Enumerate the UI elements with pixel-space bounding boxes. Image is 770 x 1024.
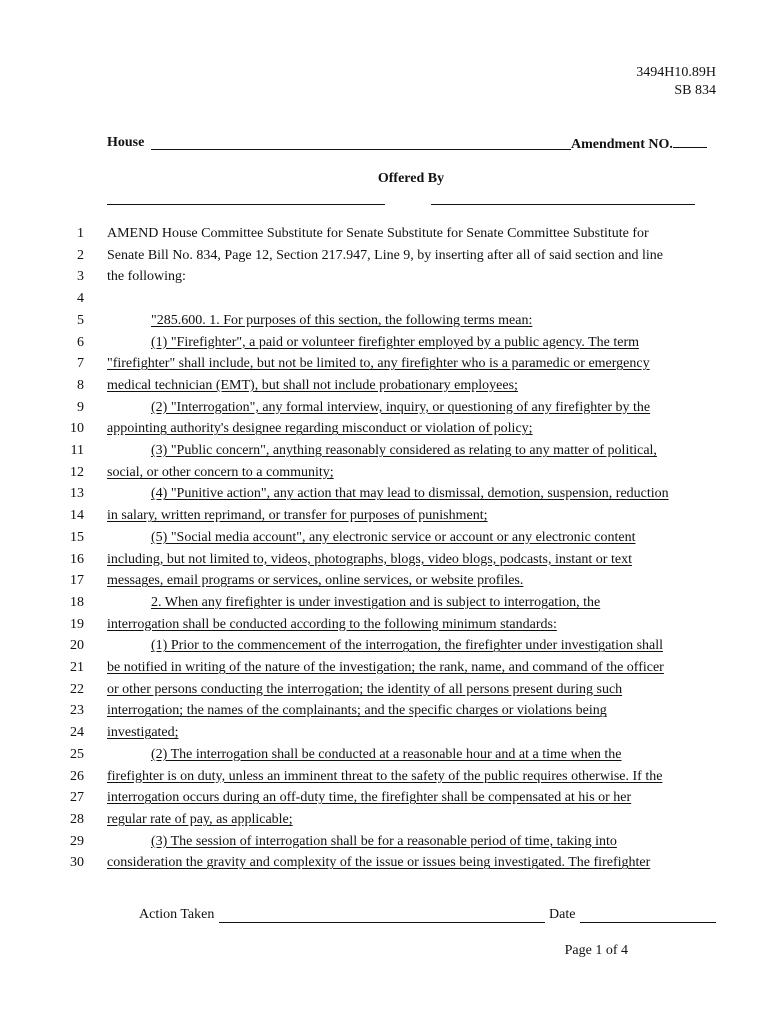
line-28 <box>0 812 770 832</box>
line-text <box>107 356 718 372</box>
line-text <box>151 638 718 654</box>
line-text-content: (2) "Interrogation", any formal interview, inquiry, or questioning of any firefighter by the <box>151 399 651 415</box>
action-taken-blank <box>219 922 545 923</box>
line-text <box>107 682 718 698</box>
line-6 <box>0 335 770 355</box>
line-13 <box>0 486 770 506</box>
line-18 <box>0 595 770 615</box>
line-15 <box>0 530 770 550</box>
line-text <box>107 812 718 828</box>
line-text-content: interrogation shall be conducted according to the following minimum standards: <box>107 616 557 632</box>
document-id: 3494H10.89H <box>636 65 716 80</box>
line-number: 24 <box>70 725 84 741</box>
date-blank <box>580 922 716 923</box>
line-16 <box>0 552 770 572</box>
line-number: 20 <box>70 638 84 654</box>
line-number: 18 <box>70 594 84 610</box>
line-number: 29 <box>70 833 84 849</box>
line-text-content: interrogation occurs during an off-duty time, the firefighter shall be compensated at his or her <box>107 790 632 806</box>
line-text-content: (1) "Firefighter", a paid or volunteer firefighter employed by a public agency. The term <box>151 334 640 350</box>
line-number: 5 <box>77 312 84 328</box>
document-id-block <box>636 64 716 100</box>
line-text <box>151 595 718 611</box>
line-number: 23 <box>70 703 84 719</box>
line-text <box>107 465 718 481</box>
line-number: 14 <box>70 508 84 524</box>
line-17 <box>0 573 770 593</box>
line-text-content: Senate Bill No. 834, Page 12, Section 217.947, Line 9, by inserting after all of said section and line <box>107 247 664 263</box>
line-text-content: (5) "Social media account", any electronic service or account or any electronic content <box>151 529 636 545</box>
line-text-content: interrogation; the names of the complainants; and the specific charges or violations being <box>107 703 607 719</box>
line-29 <box>0 834 770 854</box>
line-19 <box>0 617 770 637</box>
line-number: 27 <box>70 790 84 806</box>
line-text <box>151 486 718 502</box>
line-8 <box>0 378 770 398</box>
action-taken-label: Action Taken <box>139 907 215 922</box>
line-number: 10 <box>70 421 84 437</box>
line-number: 7 <box>77 356 84 372</box>
line-text-content: social, or other concern to a community; <box>107 464 334 480</box>
line-text-content: appointing authority's designee regarding misconduct or violation of policy; <box>107 421 533 437</box>
line-text-content: (3) The session of interrogation shall be for a reasonable period of time, taking into <box>151 833 617 849</box>
line-text <box>151 400 718 416</box>
line-text <box>107 703 718 719</box>
line-text <box>107 421 718 437</box>
line-text <box>151 747 718 763</box>
line-21 <box>0 660 770 680</box>
line-number: 11 <box>70 443 84 458</box>
line-text-content: including, but not limited to, videos, photographs, blogs, video blogs, podcasts, instant or text <box>107 551 632 567</box>
line-text <box>107 552 718 568</box>
line-text-content: the following: <box>107 269 186 285</box>
line-9 <box>0 400 770 420</box>
line-text <box>107 660 718 676</box>
line-4 <box>0 291 770 311</box>
line-1 <box>0 226 770 246</box>
line-22 <box>0 682 770 702</box>
line-number: 2 <box>77 247 84 263</box>
line-text <box>151 313 718 329</box>
line-text <box>107 269 718 285</box>
line-text-content: in salary, written reprimand, or transfer for purposes of punishment; <box>107 508 488 524</box>
line-text-content: be notified in writing of the nature of the investigation; the rank, name, and command of the officer <box>107 660 664 675</box>
line-number: 22 <box>70 681 84 697</box>
line-text <box>151 443 718 459</box>
line-number: 16 <box>70 551 84 567</box>
line-text-content: firefighter is on duty, unless an imminent threat to the safety of the public requires otherwise. If the <box>107 768 663 784</box>
line-text <box>107 790 718 806</box>
line-text-content: consideration the gravity and complexity of the issue or issues being investigated. The firefighter <box>107 855 651 871</box>
line-text <box>107 248 718 264</box>
line-text-content: "285.600. 1. For purposes of this section, the following terms mean: <box>151 312 533 328</box>
line-text-content: (2) The interrogation shall be conducted at a reasonable hour and at a time when the <box>151 746 622 762</box>
line-text-content: (1) Prior to the commencement of the interrogation, the firefighter under investigation shall <box>151 638 664 654</box>
line-20 <box>0 638 770 658</box>
line-12 <box>0 465 770 485</box>
line-number: 28 <box>70 811 84 827</box>
line-text <box>107 378 718 394</box>
page-number: Page 1 of 4 <box>564 943 628 958</box>
line-text <box>107 769 718 785</box>
offered-by-blank-right <box>431 204 695 205</box>
line-number: 6 <box>77 334 84 350</box>
line-text-content: messages, email programs or services, online services, or website profiles. <box>107 573 524 589</box>
line-text <box>107 725 718 741</box>
line-text <box>107 855 718 871</box>
line-text <box>107 226 718 242</box>
line-text <box>107 508 718 524</box>
line-number: 30 <box>70 855 84 871</box>
house-label: House <box>107 135 145 150</box>
line-27 <box>0 790 770 810</box>
amendment-label: Amendment NO. <box>571 137 673 152</box>
line-number: 9 <box>77 399 84 415</box>
line-number: 19 <box>70 616 84 632</box>
line-text-content: regular rate of pay, as applicable; <box>107 811 293 827</box>
line-30 <box>0 855 770 875</box>
line-text-content: 2. When any firefighter is under investigation and is subject to interrogation, the <box>151 594 601 610</box>
line-text <box>107 617 718 633</box>
bill-number: SB 834 <box>674 83 716 98</box>
line-25 <box>0 747 770 767</box>
amendment-blank-line <box>673 135 707 148</box>
amendment-number-field <box>571 135 707 153</box>
line-10 <box>0 421 770 441</box>
line-number: 21 <box>70 660 84 675</box>
line-text-content: medical technician (EMT), but shall not include probationary employees; <box>107 377 518 393</box>
line-number: 13 <box>70 486 84 502</box>
offered-by-label: Offered By <box>377 171 445 186</box>
line-number: 15 <box>70 529 84 545</box>
line-text-content: or other persons conducting the interrogation; the identity of all persons present during such <box>107 681 623 697</box>
line-number: 17 <box>70 573 84 589</box>
line-11 <box>0 443 770 463</box>
line-text-content: (4) "Punitive action", any action that may lead to dismissal, demotion, suspension, reduction <box>151 486 669 502</box>
line-7 <box>0 356 770 376</box>
line-number: 3 <box>77 269 84 285</box>
line-23 <box>0 703 770 723</box>
line-text <box>151 834 718 850</box>
line-3 <box>0 269 770 289</box>
line-number: 4 <box>77 291 84 307</box>
line-number: 1 <box>77 226 84 241</box>
line-text-content: AMEND House Committee Substitute for Senate Substitute for Senate Committee Substitute for <box>107 226 649 241</box>
line-text-content: investigated; <box>107 725 179 741</box>
line-text <box>151 335 718 351</box>
line-text <box>107 573 718 589</box>
date-label: Date <box>549 907 576 922</box>
line-text-content: "firefighter" shall include, but not be limited to, any firefighter who is a paramedic or emergency <box>107 356 650 372</box>
offered-by-blank-left <box>107 204 385 205</box>
line-text <box>151 530 718 546</box>
house-blank-line <box>151 149 571 150</box>
line-text-content: (3) "Public concern", anything reasonably considered as relating to any matter of political, <box>151 443 657 458</box>
line-number: 25 <box>70 746 84 762</box>
line-number: 26 <box>70 768 84 784</box>
line-24 <box>0 725 770 745</box>
line-14 <box>0 508 770 528</box>
line-number: 8 <box>77 377 84 393</box>
line-2 <box>0 248 770 268</box>
line-number: 12 <box>70 464 84 480</box>
line-26 <box>0 769 770 789</box>
line-5 <box>0 313 770 333</box>
